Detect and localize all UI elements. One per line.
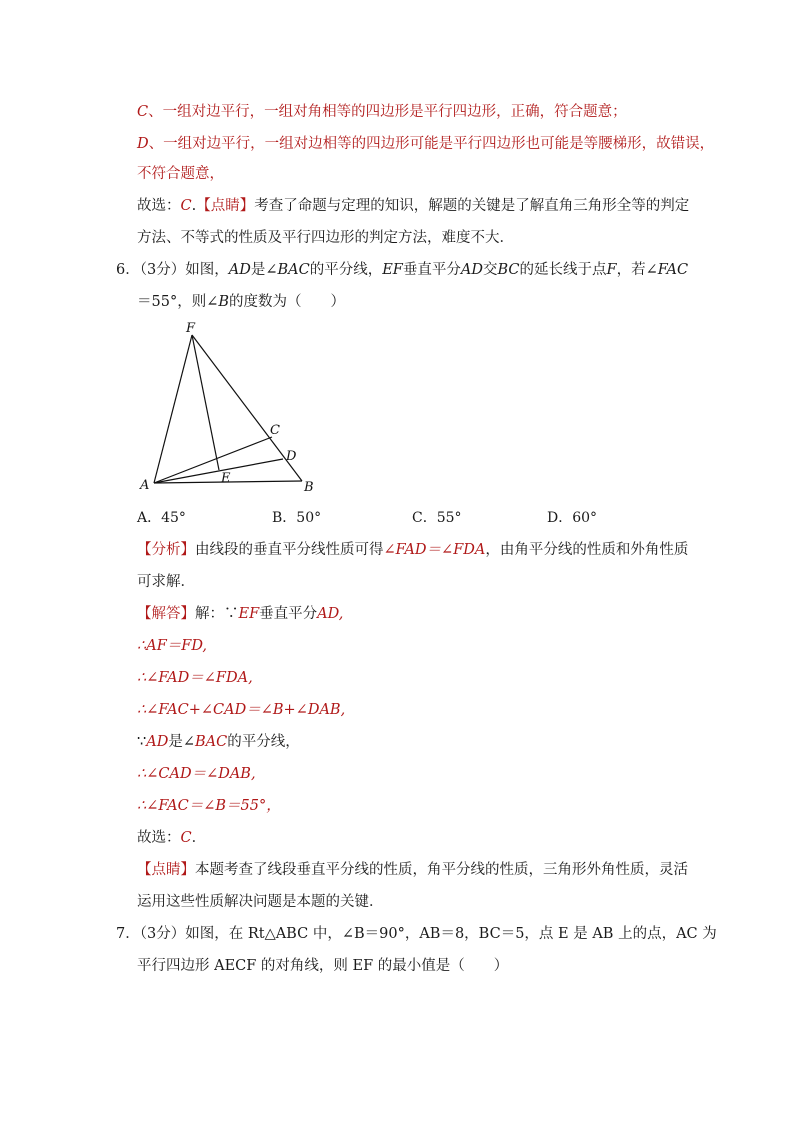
q6-step-5: ∴∠CAD＝∠DAB, [137,766,256,782]
q6-choice-c: C．55° [412,510,462,526]
solution-label: 【解答】 [137,606,195,622]
analysis-label: 【分析】 [137,542,195,558]
q6-dianjing-line1: 【点睛】本题考查了线段垂直平分线的性质，角平分线的性质，三角形外角性质，灵活 [137,862,688,878]
dianjing-label: 【点睛】 [196,198,255,214]
dianjing-label-q6: 【点睛】 [137,862,195,878]
segment-af [154,335,192,483]
q5-dianjing-cont: 方法、不等式的性质及平行四边形的判定方法，难度不大． [137,230,514,246]
q6-step-4: ∵AD是∠BAC的平分线， [137,734,300,750]
label-d: D [286,449,297,464]
q6-analysis-line2: 可求解． [137,574,195,590]
label-f: F [186,321,196,336]
q6-triangle-figure [130,315,330,500]
label-a: A [140,478,150,493]
segment-ac [154,437,272,483]
q6-dianjing-line2: 运用这些性质解决问题是本题的关键． [137,894,384,910]
option-d-explanation-cont: 不符合题意， [137,166,224,182]
segment-ad [154,459,283,483]
q7-stem-line1: 7．（3分）如图，在 Rt△ABC 中，∠B＝90°，AB＝8，BC＝5，点 E 是 AB 上的点，AC 为 [116,926,717,942]
option-c-explanation: C、一组对边平行，一组对角相等的四边形是平行四边形，正确，符合题意； [137,104,627,120]
label-b: B [304,480,314,495]
q6-stem-line1: 6．（3分）如图，AD是∠BAC的平分线，EF垂直平分AD交BC的延长线于点F，若∠FAC [116,262,689,278]
q6-step-6: ∴∠FAC＝∠B＝55°， [137,798,281,814]
label-c: C [270,423,280,438]
q6-step-3: ∴∠FAC+∠CAD＝∠B+∠DAB, [137,702,346,718]
q6-answer-line: 故选：C． [137,830,207,846]
q6-solution-line1: 【解答】解：∵EF垂直平分AD, [137,606,344,622]
q6-choice-a: A．45° [137,510,186,526]
q6-choice-b: B．50° [272,510,322,526]
segment-fe [192,335,219,470]
q6-step-1: ∴AF＝FD, [137,638,208,654]
label-e: E [221,471,231,486]
q7-stem-line2: 平行四边形 AECF 的对角线，则 EF 的最小值是（ ） [137,958,509,974]
option-d-explanation: D、一组对边平行，一组对边相等的四边形可能是平行四边形也可能是等腰梯形，故错误， [137,136,715,152]
q6-analysis-line1: 【分析】由线段的垂直平分线性质可得∠FAD＝∠FDA，由角平分线的性质和外角性质 [137,542,689,558]
q6-step-2: ∴∠FAD＝∠FDA, [137,670,253,686]
q5-answer-line: 故选：C.【点睛】考查了命题与定理的知识，解题的关键是了解直角三角形全等的判定 [137,198,690,214]
q6-stem-line2: ＝55°，则∠B的度数为（ ） [137,294,346,310]
q6-choice-d: D．60° [547,510,598,526]
